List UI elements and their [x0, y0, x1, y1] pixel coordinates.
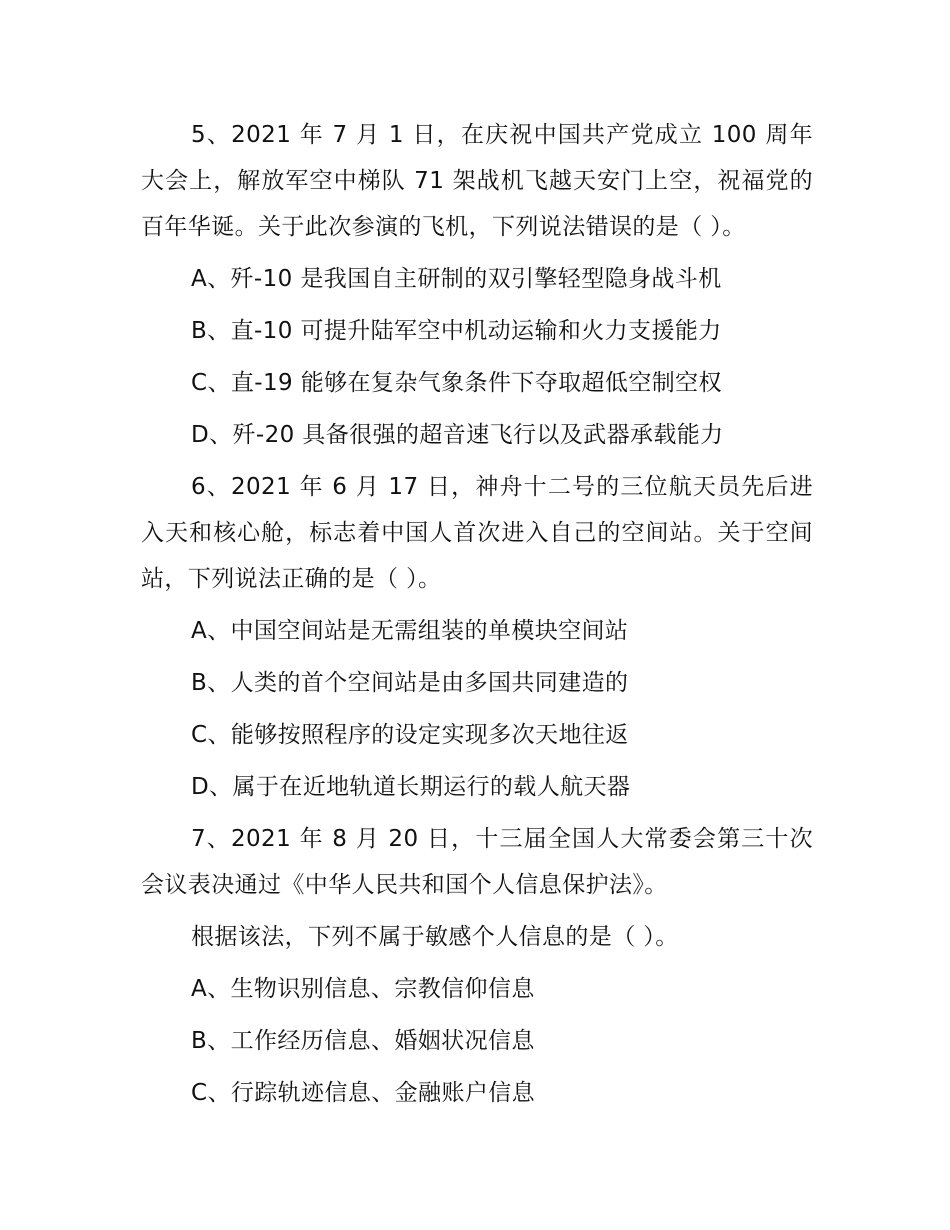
question-6-option-d: D、属于在近地轨道长期运行的载人航天器 — [191, 774, 631, 800]
question-list — [141, 112, 813, 1122]
question-6-option-a: A、中国空间站是无需组装的单模块空间站 — [191, 618, 629, 644]
question-5-option-d: D、歼-20 具备很强的超音速飞行以及武器承载能力 — [191, 422, 724, 448]
question-5-option-a: A、歼-10 是我国自主研制的双引擎轻型隐身战斗机 — [191, 266, 722, 292]
question-7-prompt: 根据该法，下列不属于敏感个人信息的是（ ）。 — [191, 924, 679, 950]
question-7-stem: 7、2021 年 8 月 20 日，十三届全国人大常委会第三十次会议表决通过《中华人民共和国个人信息保护法》。 — [141, 826, 813, 898]
question-5-stem: 5、2021 年 7 月 1 日，在庆祝中国共产党成立 100 周年大会上，解放军空中梯队 71 架战机飞越天安门上空，祝福党的百年华诞。关于此次参演的飞机，下列说法错误的是（ ）。 — [141, 122, 813, 240]
question-7-option-b: B、工作经历信息、婚姻状况信息 — [191, 1028, 535, 1054]
question-7-option-c: C、行踪轨迹信息、金融账户信息 — [191, 1080, 536, 1106]
question-7-option-a: A、生物识别信息、宗教信仰信息 — [191, 976, 535, 1002]
question-6-option-c: C、能够按照程序的设定实现多次天地往返 — [191, 722, 629, 748]
question-6-stem: 6、2021 年 6 月 17 日，神舟十二号的三位航天员先后进入天和核心舱，标志着中国人首次进入自己的空间站。关于空间站，下列说法正确的是（ ）。 — [141, 474, 813, 592]
question-5-option-b: B、直-10 可提升陆军空中机动运输和火力支援能力 — [191, 318, 722, 344]
question-5-option-c: C、直-19 能够在复杂气象条件下夺取超低空制空权 — [191, 370, 722, 396]
question-6-option-b: B、人类的首个空间站是由多国共同建造的 — [191, 670, 629, 696]
